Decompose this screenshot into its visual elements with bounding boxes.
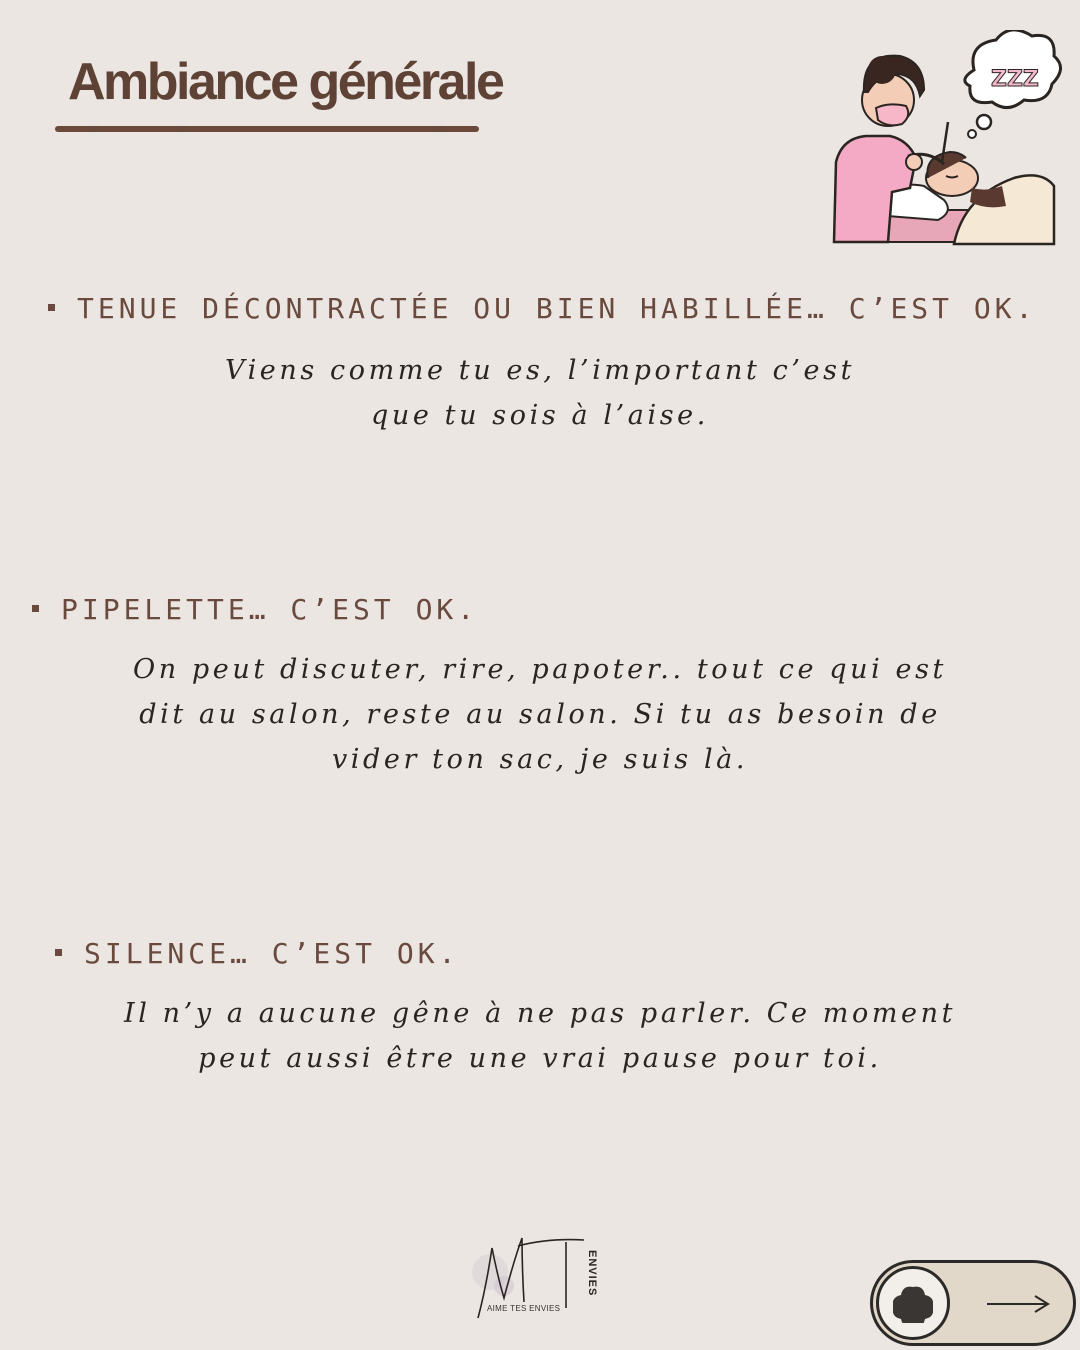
bubble-text: ZZZ	[991, 67, 1039, 92]
underline-mark: ×	[177, 122, 187, 135]
bullet-icon	[48, 304, 55, 311]
underline-mark: ×	[89, 122, 99, 135]
next-slide-button[interactable]	[870, 1260, 1076, 1346]
section-body-silence	[80, 991, 1000, 1081]
body-line: dit au salon, reste au salon. Si tu as besoin de	[139, 699, 941, 730]
body-line: Il n’y a aucune gêne à ne pas parler. Ce moment	[123, 998, 957, 1029]
beautician-illustration	[824, 30, 1064, 252]
section-heading-text: SILENCE… C’EST OK.	[84, 937, 460, 970]
underline-mark: ×	[435, 122, 445, 135]
section-heading-text: TENUE DÉCONTRACTÉE OU BIEN HABILLÉE… C’EST OK.	[77, 292, 1037, 325]
arrow-right-icon	[985, 1293, 1051, 1315]
section-heading-outfit	[48, 292, 1036, 325]
logo-caption: AIME TES ENVIES	[487, 1304, 561, 1313]
section-heading-silence	[55, 937, 459, 970]
title-underline	[55, 122, 479, 135]
section-heading-chatty	[32, 593, 478, 626]
body-line: que tu sois à l’aise.	[371, 400, 709, 431]
page-title: Ambiance générale	[68, 53, 503, 111]
section-heading-text: PIPELETTE… C’EST OK.	[61, 593, 479, 626]
flower-icon	[893, 1283, 933, 1323]
section-body-chatty	[80, 647, 1000, 782]
body-line: peut aussi être une vrai pause pour toi.	[198, 1043, 882, 1074]
logo-vertical-text: ENVIES	[586, 1250, 598, 1297]
section-body-outfit	[80, 348, 1000, 438]
toggle-knob[interactable]	[876, 1266, 950, 1340]
body-line: On peut discuter, rire, papoter.. tout ce qui est	[132, 654, 948, 685]
bullet-icon	[55, 949, 62, 956]
body-line: Viens comme tu es, l’important c’est	[224, 355, 856, 386]
bullet-icon	[32, 605, 39, 612]
body-line: vider ton sac, je suis là.	[331, 744, 749, 775]
thought-bubble-icon	[965, 30, 1061, 138]
